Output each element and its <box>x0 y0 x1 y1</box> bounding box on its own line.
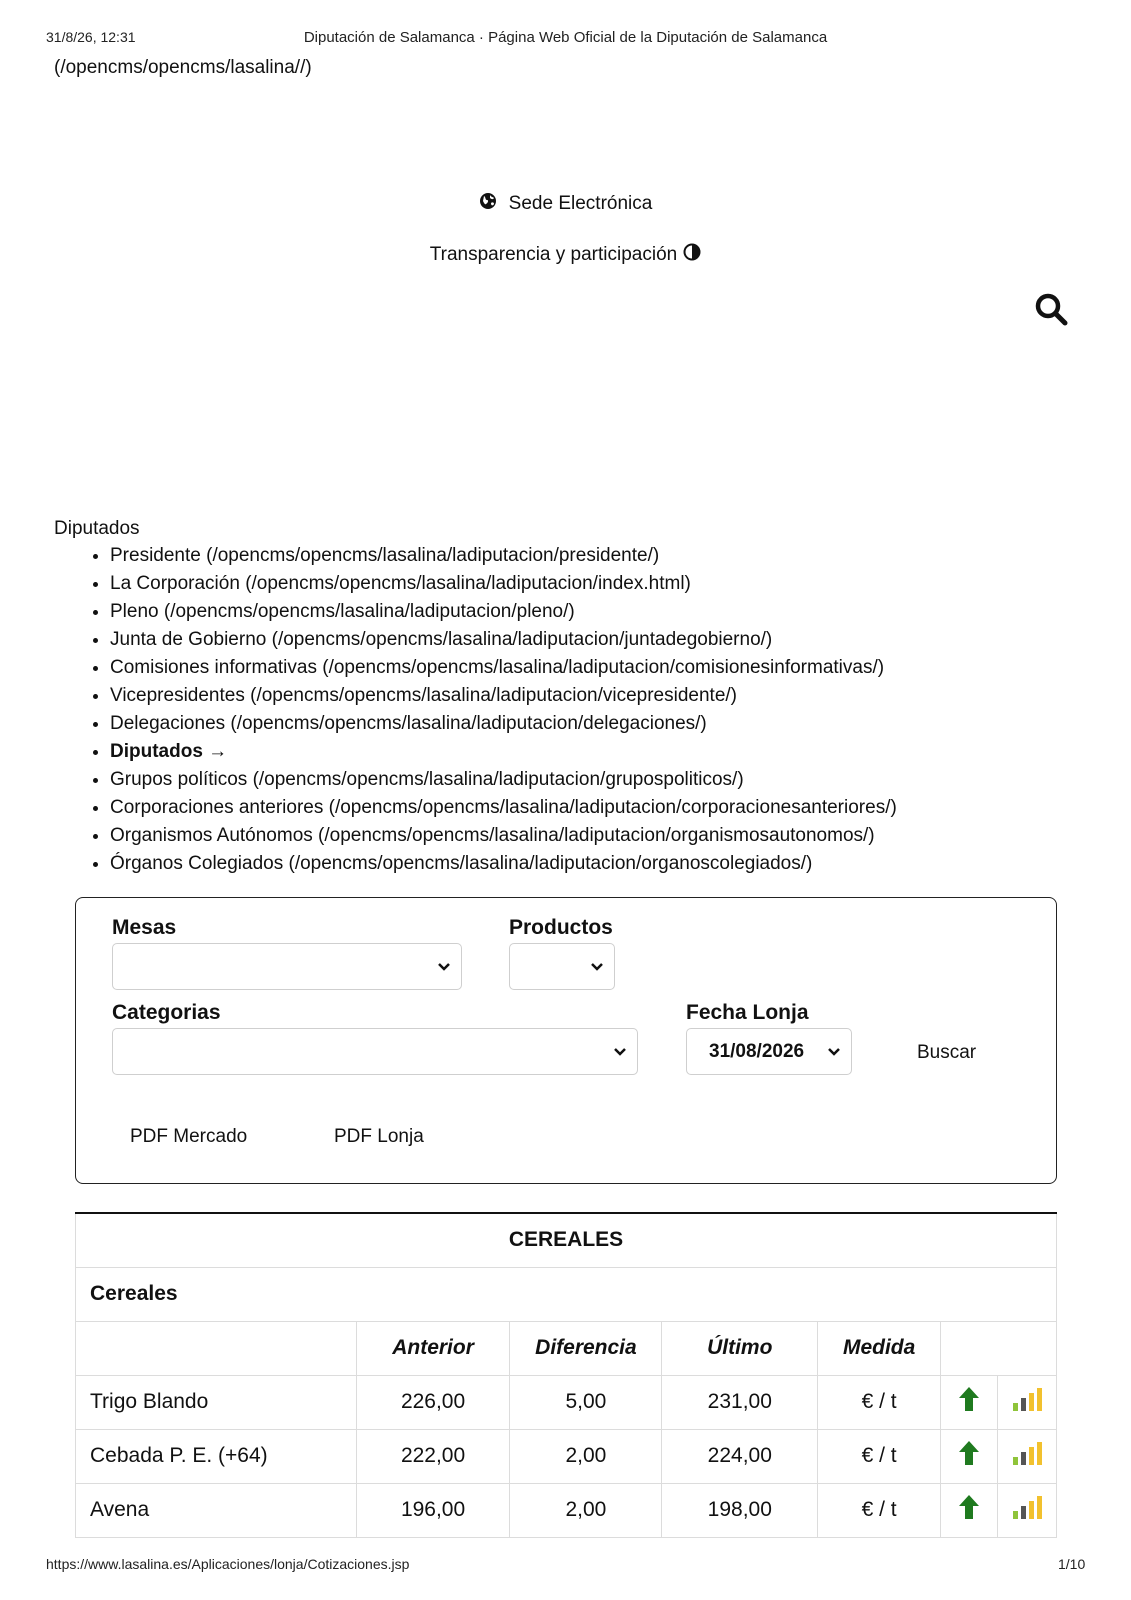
table-section-row <box>76 1213 1057 1267</box>
print-date: 31/8/26, 12:31 <box>46 29 136 45</box>
menu-item-vicepresidentes[interactable] <box>110 685 897 713</box>
sede-electronica-label: Sede Electrónica <box>508 193 653 214</box>
menu-item-label[interactable]: Delegaciones (/opencms/opencms/lasalina/ladiputacion/delegaciones/) <box>110 713 707 734</box>
column-header-anterior: Anterior <box>356 1321 510 1375</box>
chevron-down-icon <box>613 1044 627 1060</box>
chevron-down-icon <box>590 959 604 975</box>
globe-icon <box>479 192 497 216</box>
menu-item-corporaciones-anteriores[interactable] <box>110 797 897 825</box>
diferencia-value: 2,00 <box>510 1429 662 1483</box>
up-arrow-icon <box>941 1429 998 1483</box>
fecha-lonja-value: 31/08/2026 <box>709 1040 805 1062</box>
menu-item-organismos-autonomos[interactable] <box>110 825 897 853</box>
transparency-link[interactable] <box>0 243 1131 267</box>
menu-item-corporacion[interactable] <box>110 573 897 601</box>
anterior-value: 222,00 <box>356 1429 510 1483</box>
medida-value: € / t <box>818 1429 941 1483</box>
section-title: CEREALES <box>76 1213 1057 1267</box>
menu-item-junta-gobierno[interactable] <box>110 629 897 657</box>
lonja-filter-form <box>75 897 1057 1184</box>
menu-item-presidente[interactable] <box>110 545 897 573</box>
ultimo-value: 198,00 <box>662 1483 818 1537</box>
diferencia-value: 2,00 <box>510 1483 662 1537</box>
buscar-button[interactable]: Buscar <box>917 1042 977 1063</box>
categorias-label: Categorias <box>112 1001 221 1024</box>
diputacion-menu <box>82 545 897 881</box>
ultimo-value: 224,00 <box>662 1429 818 1483</box>
group-title: Cereales <box>76 1267 1057 1321</box>
table-row <box>76 1429 1057 1483</box>
menu-item-label[interactable]: La Corporación (/opencms/opencms/lasalina/ladiputacion/index.html) <box>110 573 691 594</box>
home-link[interactable]: (/opencms/opencms/lasalina//) <box>54 57 312 78</box>
transparency-label: Transparencia y participación <box>429 244 678 265</box>
fecha-lonja-label: Fecha Lonja <box>686 1001 809 1024</box>
cotizaciones-table <box>75 1212 1057 1538</box>
column-header-icons <box>941 1321 1057 1375</box>
diferencia-value: 5,00 <box>510 1375 662 1429</box>
column-header-diferencia: Diferencia <box>510 1321 662 1375</box>
column-header-medida: Medida <box>818 1321 941 1375</box>
pdf-lonja-button[interactable]: PDF Lonja <box>334 1126 424 1147</box>
column-header-empty <box>76 1321 357 1375</box>
productos-label: Productos <box>509 916 613 939</box>
up-arrow-icon <box>941 1483 998 1537</box>
menu-item-label[interactable]: Grupos políticos (/opencms/opencms/lasalina/ladiputacion/grupospoliticos/) <box>110 769 744 790</box>
menu-item-label[interactable]: Corporaciones anteriores (/opencms/opencms/lasalina/ladiputacion/corporacionesanteriores/) <box>110 797 897 818</box>
cotizaciones-table-wrapper <box>75 1212 1057 1540</box>
sede-electronica-link[interactable] <box>0 192 1131 216</box>
menu-item-delegaciones[interactable] <box>110 713 897 741</box>
menu-item-label[interactable]: Órganos Colegiados (/opencms/opencms/lasalina/ladiputacion/organoscolegiados/) <box>110 853 813 874</box>
medida-value: € / t <box>818 1375 941 1429</box>
menu-item-label[interactable]: Presidente (/opencms/opencms/lasalina/ladiputacion/presidente/) <box>110 545 660 566</box>
bar-chart-icon[interactable] <box>998 1429 1057 1483</box>
productos-select[interactable] <box>509 943 615 990</box>
anterior-value: 226,00 <box>356 1375 510 1429</box>
table-header-row <box>76 1321 1057 1375</box>
anterior-value: 196,00 <box>356 1483 510 1537</box>
product-name: Trigo Blando <box>76 1375 357 1429</box>
menu-item-diputados[interactable] <box>110 741 897 769</box>
mesas-select[interactable] <box>112 943 462 990</box>
table-group-row <box>76 1267 1057 1321</box>
contrast-icon[interactable] <box>683 243 701 267</box>
menu-section-title: Diputados <box>54 518 140 539</box>
menu-item-pleno[interactable] <box>110 601 897 629</box>
menu-item-label[interactable]: Diputados → <box>110 741 228 762</box>
menu-item-label[interactable]: Organismos Autónomos (/opencms/opencms/lasalina/ladiputacion/organismosautonomos/) <box>110 825 875 846</box>
menu-item-label[interactable]: Pleno (/opencms/opencms/lasalina/ladiputacion/pleno/) <box>110 601 575 622</box>
bar-chart-icon[interactable] <box>998 1375 1057 1429</box>
menu-item-label[interactable]: Comisiones informativas (/opencms/opencms/lasalina/ladiputacion/comisionesinformativas/) <box>110 657 885 678</box>
categorias-select[interactable] <box>112 1028 638 1075</box>
ultimo-value: 231,00 <box>662 1375 818 1429</box>
print-url: https://www.lasalina.es/Aplicaciones/lonja/Cotizaciones.jsp <box>46 1556 410 1572</box>
menu-item-label[interactable]: Junta de Gobierno (/opencms/opencms/lasalina/ladiputacion/juntadegobierno/) <box>110 629 773 650</box>
menu-item-organos-colegiados[interactable] <box>110 853 897 881</box>
pdf-mercado-button[interactable]: PDF Mercado <box>130 1126 248 1147</box>
medida-value: € / t <box>818 1483 941 1537</box>
table-row <box>76 1483 1057 1537</box>
menu-item-grupos-politicos[interactable] <box>110 769 897 797</box>
chevron-down-icon <box>827 1044 841 1060</box>
mesas-label: Mesas <box>112 916 177 939</box>
menu-item-label[interactable]: Vicepresidentes (/opencms/opencms/lasalina/ladiputacion/vicepresidente/) <box>110 685 737 706</box>
bar-chart-icon[interactable] <box>998 1483 1057 1537</box>
print-page-title: Diputación de Salamanca · Página Web Oficial de la Diputación de Salamanca <box>303 29 828 46</box>
column-header-ultimo: Último <box>662 1321 818 1375</box>
product-name: Avena <box>76 1483 357 1537</box>
fecha-lonja-select[interactable] <box>686 1028 852 1075</box>
chevron-down-icon <box>437 959 451 975</box>
print-page-number: 1/10 <box>1058 1556 1086 1572</box>
menu-item-comisiones[interactable] <box>110 657 897 685</box>
table-row <box>76 1375 1057 1429</box>
product-name: Cebada P. E. (+64) <box>76 1429 357 1483</box>
up-arrow-icon <box>941 1375 998 1429</box>
search-icon[interactable] <box>1034 292 1068 326</box>
